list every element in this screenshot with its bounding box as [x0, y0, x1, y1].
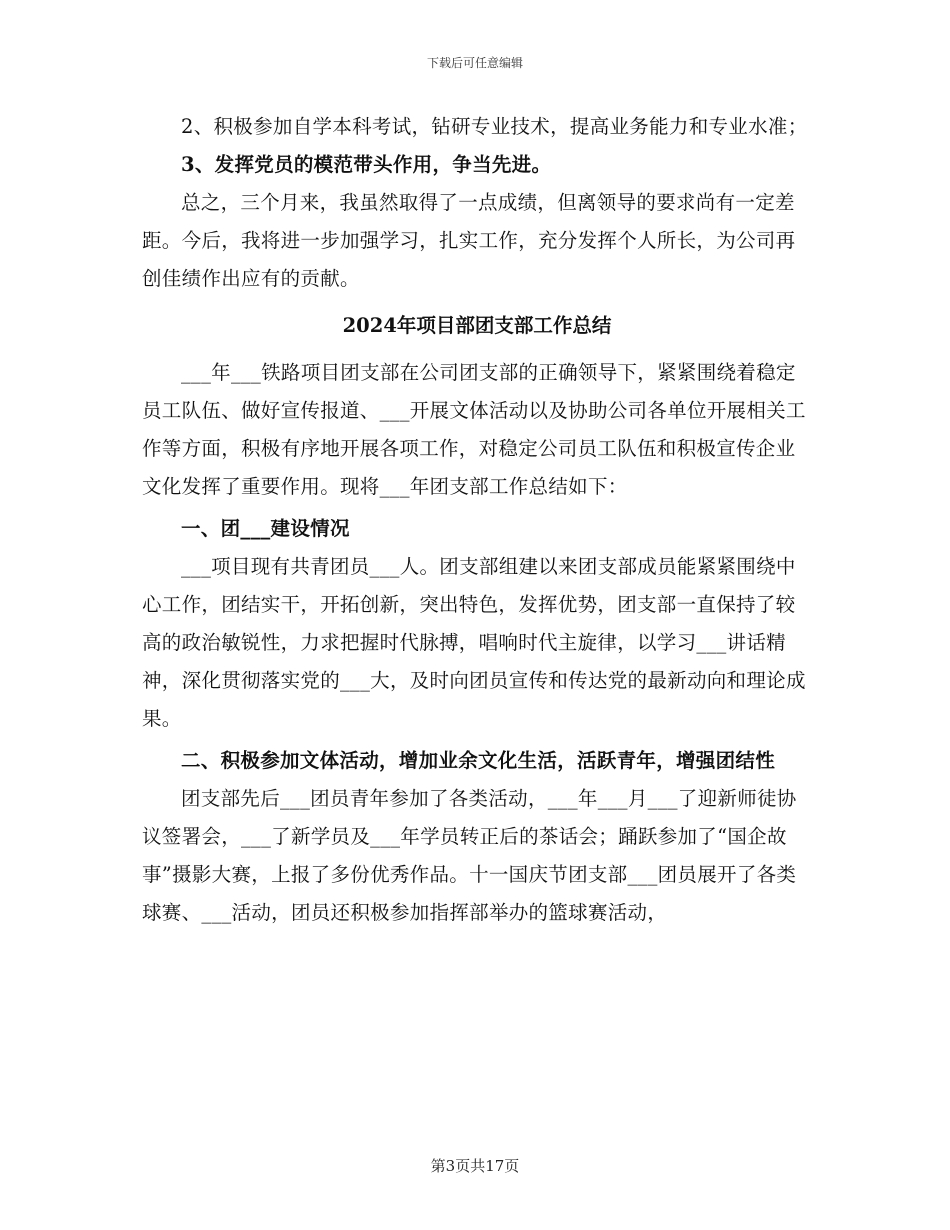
- paragraph-party-member: 3、发挥党员的模范带头作用，争当先进。: [181, 153, 552, 176]
- document-body: [142, 108, 812, 932]
- paragraph-intro: ___年___铁路项目团支部在公司团支部的正确领导下，紧紧围绕着稳定员工队伍、做好宣传报道、___开展文体活动以及协助公司各单位开展相关工作等方面，积极有序地开展各项工作，对稳定公司员工队伍和积极宣传企业文化发挥了重要作用。现将___年团支部工作总结如下：: [142, 361, 806, 498]
- paragraph-activities: 团支部先后___团员青年参加了各类活动，___年___月___了迎新师徒协议签署会，___了新学员及___年学员转正后的茶话会；踊跃参加了“国企故事”摄影大赛，上报了多份优秀作品。十一国庆节团支部___团员展开了各类球赛、___活动，团员还积极参加指挥部举办的篮球赛活动，: [142, 787, 797, 924]
- header-note: 下载后可任意编辑: [426, 56, 523, 70]
- heading-activities: 二、积极参加文体活动，增加业余文化生活，活跃青年，增强团结性: [181, 749, 776, 772]
- paragraph-construction: ___项目现有共青团员___人。团支部组建以来团支部成员能紧紧围绕中心工作，团结实干，开拓创新，突出特色，发挥优势，团支部一直保持了较高的政治敏锐性，力求把握时代脉搏，唱响时代主旋律，以学习___讲话精神，深化贯彻落实党的___大，及时向团员宣传和传达党的最新动向和理论成果。: [142, 555, 806, 730]
- heading-construction: 一、团___建设情况: [181, 517, 350, 540]
- section-title: 2024年项目部团支部工作总结: [342, 314, 612, 337]
- page-number: 第3页共17页: [430, 1157, 520, 1175]
- paragraph-summary: 总之，三个月来，我虽然取得了一点成绩，但离领导的要求尚有一定差距。今后，我将进一步加强学习，扎实工作，充分发挥个人所长，为公司再创佳绩作出应有的贡献。: [142, 191, 796, 290]
- paragraph-study: 2、积极参加自学本科考试，钻研专业技术，提高业务能力和专业水准；: [181, 115, 808, 138]
